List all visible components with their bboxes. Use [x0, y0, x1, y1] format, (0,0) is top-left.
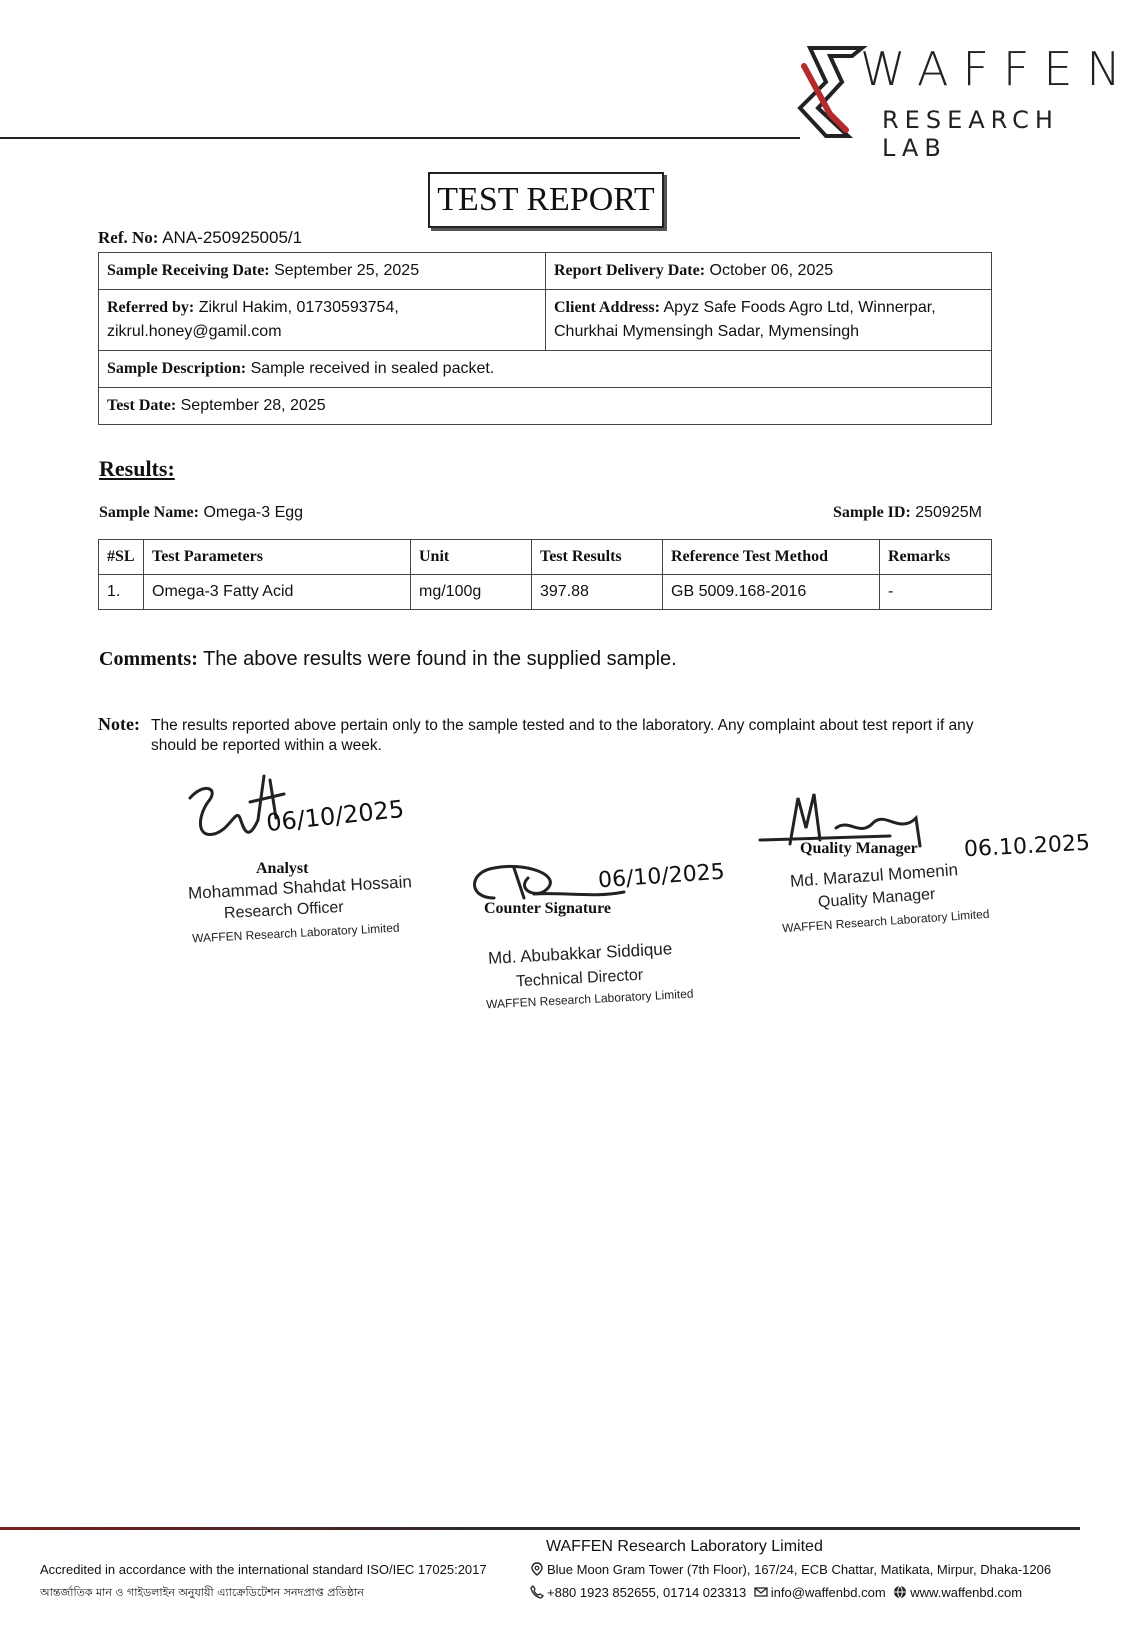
footer-address-text: Blue Moon Gram Tower (7th Floor), 167/24, ECB Chattar, Matikata, Mirpur, Dhaka-1206 — [547, 1562, 1052, 1577]
footer-company-name: WAFFEN Research Laboratory Limited — [546, 1538, 823, 1555]
reference-number — [98, 228, 302, 248]
footer-email[interactable]: info@waffenbd.com — [770, 1585, 886, 1600]
results-heading: Results: — [99, 456, 175, 481]
test-date-cell — [99, 388, 992, 425]
referred-by-cell — [99, 290, 546, 351]
description-cell — [99, 351, 992, 388]
table-row — [99, 351, 992, 388]
unit-cell: mg/100g — [411, 575, 532, 610]
delivery-date-cell — [546, 253, 992, 290]
logo-subtitle: RESEARCH LAB — [882, 106, 1059, 162]
comments-text: The above results were found in the supplied sample. — [203, 648, 677, 670]
footer-address — [530, 1562, 1051, 1577]
footer-contact — [530, 1585, 1022, 1600]
analyst-handwritten-date: 06/10/2025 — [264, 794, 406, 838]
test-date-label: Test Date: — [107, 397, 177, 414]
quality-manager-title: Quality Manager — [817, 885, 936, 912]
logo-wordmark: WAFFEN — [860, 42, 1135, 96]
sl-cell: 1. — [99, 575, 144, 610]
table-row — [99, 388, 992, 425]
analyst-title: Research Officer — [223, 898, 345, 923]
receiving-label: Sample Receiving Date: — [107, 262, 270, 279]
result-cell: 397.88 — [532, 575, 663, 610]
counter-signature-block — [470, 858, 770, 1028]
note-label: Note: — [98, 714, 140, 734]
results-table — [98, 539, 992, 610]
parameter-cell: Omega-3 Fatty Acid — [144, 575, 411, 610]
quality-manager-organization: WAFFEN Research Laboratory Limited — [781, 906, 990, 936]
quality-manager-handwritten-date: 06.10.2025 — [963, 830, 1091, 863]
sample-info-table — [98, 252, 992, 425]
sample-name-value: Omega-3 Egg — [203, 504, 304, 521]
phone-icon — [530, 1585, 544, 1599]
quality-manager-name: Md. Marazul Momenin — [789, 860, 959, 891]
ref-label: Ref. No: — [98, 228, 159, 247]
column-header: Unit — [411, 540, 532, 575]
client-value-line-2: Churkhai Mymensingh Sadar, Mymensingh — [554, 323, 860, 340]
client-value: Apyz Safe Foods Agro Ltd, Winnerpar, — [663, 299, 936, 316]
sample-name-label: Sample Name: — [99, 504, 199, 521]
location-pin-icon — [530, 1562, 544, 1576]
column-header: Reference Test Method — [663, 540, 880, 575]
comments-label: Comments: — [99, 648, 198, 670]
counter-name: Md. Abubakkar Siddique — [487, 939, 673, 968]
column-header: #SL — [99, 540, 144, 575]
receiving-date-cell — [99, 253, 546, 290]
column-header: Test Results — [532, 540, 663, 575]
counter-title: Technical Director — [515, 966, 644, 991]
analyst-signature-block — [180, 768, 420, 946]
referred-label: Referred by: — [107, 299, 195, 316]
sample-name — [99, 504, 303, 522]
table-row — [99, 290, 992, 351]
quality-manager-role: Quality Manager — [800, 840, 918, 857]
delivery-value: October 06, 2025 — [709, 262, 834, 279]
footer-phone: +880 1923 852655, 01714 023313 — [547, 1585, 747, 1600]
referred-value: Zikrul Hakim, 01730593754, — [198, 299, 399, 316]
counter-role: Counter Signature — [484, 900, 611, 917]
counter-organization: WAFFEN Research Laboratory Limited — [485, 986, 694, 1012]
method-cell: GB 5009.168-2016 — [663, 575, 880, 610]
globe-icon — [893, 1585, 907, 1599]
comments — [99, 648, 677, 671]
sample-id — [833, 504, 982, 522]
sample-id-label: Sample ID: — [833, 504, 911, 521]
analyst-name: Mohammad Shahdat Hossain — [187, 872, 413, 903]
client-address-cell — [546, 290, 992, 351]
footer-bangla-text: আন্তর্জাতিক মান ও গাইডলাইন অনুযায়ী এ্যাক্রেডিটেশন সনদপ্রাপ্ত প্রতিষ্ঠান — [40, 1586, 364, 1599]
column-header: Test Parameters — [144, 540, 411, 575]
waffen-logo — [790, 36, 1135, 162]
analyst-organization: WAFFEN Research Laboratory Limited — [191, 920, 400, 946]
referred-email: zikrul.honey@gamil.com — [107, 323, 282, 340]
description-value: Sample received in sealed packet. — [250, 360, 495, 377]
table-row — [99, 253, 992, 290]
header-rule — [0, 137, 800, 139]
description-label: Sample Description: — [107, 360, 247, 377]
sample-id-value: 250925M — [915, 504, 982, 521]
remarks-cell: - — [880, 575, 992, 610]
email-icon — [754, 1585, 768, 1599]
delivery-label: Report Delivery Date: — [554, 262, 706, 279]
note-text: The results reported above pertain only to the sample tested and to the laboratory. Any complaint about test report if any should be reported within a week. — [151, 717, 974, 755]
analyst-role: Analyst — [256, 860, 309, 877]
test-date-value: September 28, 2025 — [180, 397, 326, 414]
table-header-row — [99, 540, 992, 575]
receiving-value: September 25, 2025 — [274, 262, 420, 279]
footer-rule — [0, 1527, 1080, 1530]
column-header: Remarks — [880, 540, 992, 575]
client-label: Client Address: — [554, 299, 660, 316]
footer-website[interactable]: www.waffenbd.com — [910, 1585, 1023, 1600]
footer-accreditation: Accredited in accordance with the international standard ISO/IEC 17025:2017 — [40, 1562, 487, 1577]
report-title: TEST REPORT — [428, 172, 664, 228]
quality-manager-signature-block — [730, 788, 1091, 958]
counter-handwritten-date: 06/10/2025 — [597, 859, 726, 894]
ref-value: ANA-250925005/1 — [162, 228, 303, 247]
table-row — [99, 575, 992, 610]
